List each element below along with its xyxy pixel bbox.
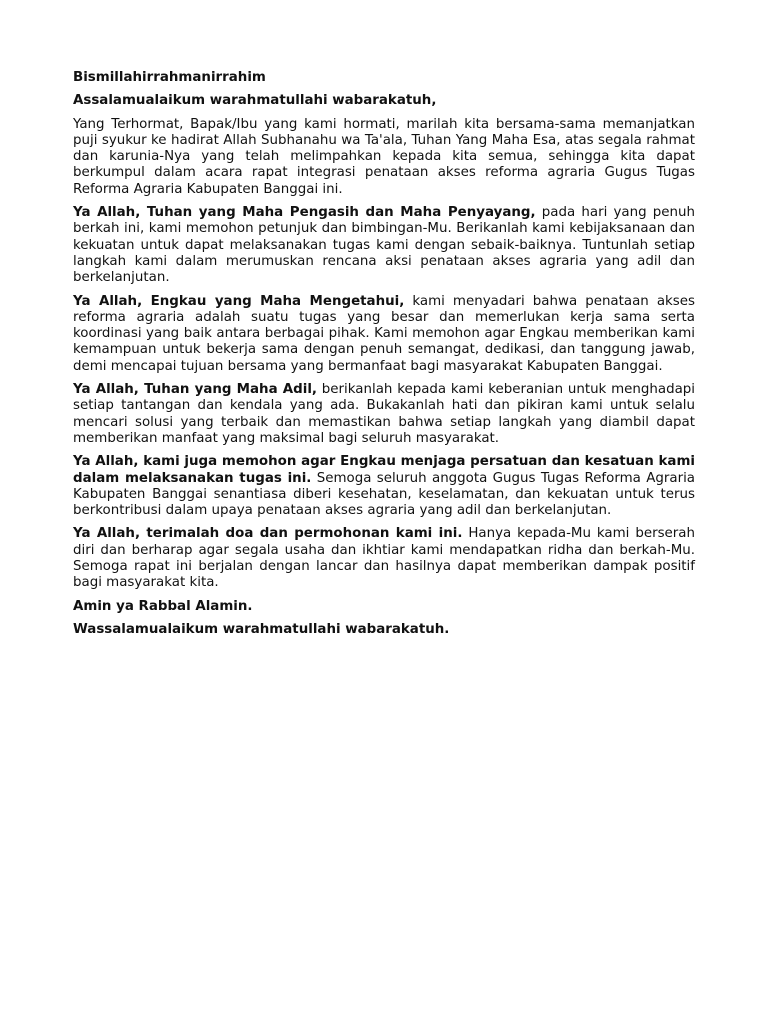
- prayer-lead-2: Ya Allah, Engkau yang Maha Mengetahui,: [73, 293, 405, 309]
- intro-paragraph: Yang Terhormat, Bapak/Ibu yang kami hormati, marilah kita bersama-sama memanjatkan puji syukur ke hadirat Allah Subhanahu wa Ta'ala, Tuhan Yang Maha Esa, atas segala rahmat dan karunia-Nya yang telah melimpahkan kepada kita semua, sehingga kita dapat berkumpul dalam acara rapat integrasi penataan akses reforma agraria Gugus Tugas Reforma Agraria Kabupaten Banggai ini.: [73, 116, 695, 197]
- prayer-body-3: berikanlah kepada kami keberanian untuk menghadapi setiap tantangan dan kendala yang ada. Bukakanlah hati dan pikiran kami untuk selalu mencari solusi yang terbaik dan memastikan bahwa setiap langkah yang diambil dapat memberikan manfaat yang maksimal bagi seluruh masyarakat.: [73, 382, 695, 446]
- amen-line: Amin ya Rabbal Alamin.: [73, 598, 253, 614]
- prayer-paragraph-5: [73, 526, 695, 591]
- prayer-lead-3: Ya Allah, Tuhan yang Maha Adil,: [73, 382, 318, 398]
- prayer-lead-4: Ya Allah, kami juga memohon agar Engkau menjaga persatuan dan kesatuan kami dalam melaksanakan tugas ini.: [73, 454, 695, 486]
- prayer-paragraph-1: [73, 205, 695, 286]
- prayer-paragraph-3: [73, 382, 695, 447]
- prayer-body-1: pada hari yang penuh berkah ini, kami memohon petunjuk dan bimbingan-Mu. Berikanlah kami kebijaksanaan dan kekuatan untuk dapat melaksanakan tugas kami dengan sebaik-baiknya. Tuntunlah setiap langkah kami dalam merumuskan rencana aksi penataan akses agraria yang adil dan berkelanjutan.: [73, 205, 695, 286]
- closing-greeting: Wassalamualaikum warahmatullahi wabarakatuh.: [73, 621, 450, 637]
- prayer-body-2: kami menyadari bahwa penataan akses reforma agraria adalah suatu tugas yang besar dan memerlukan kerja sama serta koordinasi yang baik antara berbagai pihak. Kami memohon agar Engkau memberikan kami kemampuan untuk bekerja sama dengan penuh semangat, dedikasi, dan tanggung jawab, demi mencapai tujuan bersama yang bermanfaat bagi masyarakat Kabupaten Banggai.: [73, 293, 695, 374]
- prayer-paragraph-2: [73, 294, 695, 375]
- prayer-paragraph-4: [73, 454, 695, 519]
- greeting: Assalamualaikum warahmatullahi wabarakatuh,: [73, 93, 437, 109]
- prayer-body-4: Semoga seluruh anggota Gugus Tugas Reforma Agraria Kabupaten Banggai senantiasa diberi kesehatan, keselamatan, dan kekuatan untuk terus berkontribusi dalam upaya penataan akses agraria yang adil dan berkelanjutan.: [73, 470, 695, 519]
- prayer-lead-1: Ya Allah, Tuhan yang Maha Pengasih dan Maha Penyayang,: [73, 205, 536, 221]
- document-page: [73, 70, 695, 645]
- prayer-body-5: Hanya kepada-Mu kami berserah diri dan berharap agar segala usaha dan ikhtiar kami mendapatkan ridha dan berkah-Mu. Semoga rapat ini berjalan dengan lancar dan hasilnya dapat memberikan dampak positif bagi masyarakat kita.: [73, 526, 695, 591]
- opening-basmalah: Bismillahirrahmanirrahim: [73, 70, 266, 85]
- prayer-lead-5: Ya Allah, terimalah doa dan permohonan kami ini.: [73, 526, 463, 542]
